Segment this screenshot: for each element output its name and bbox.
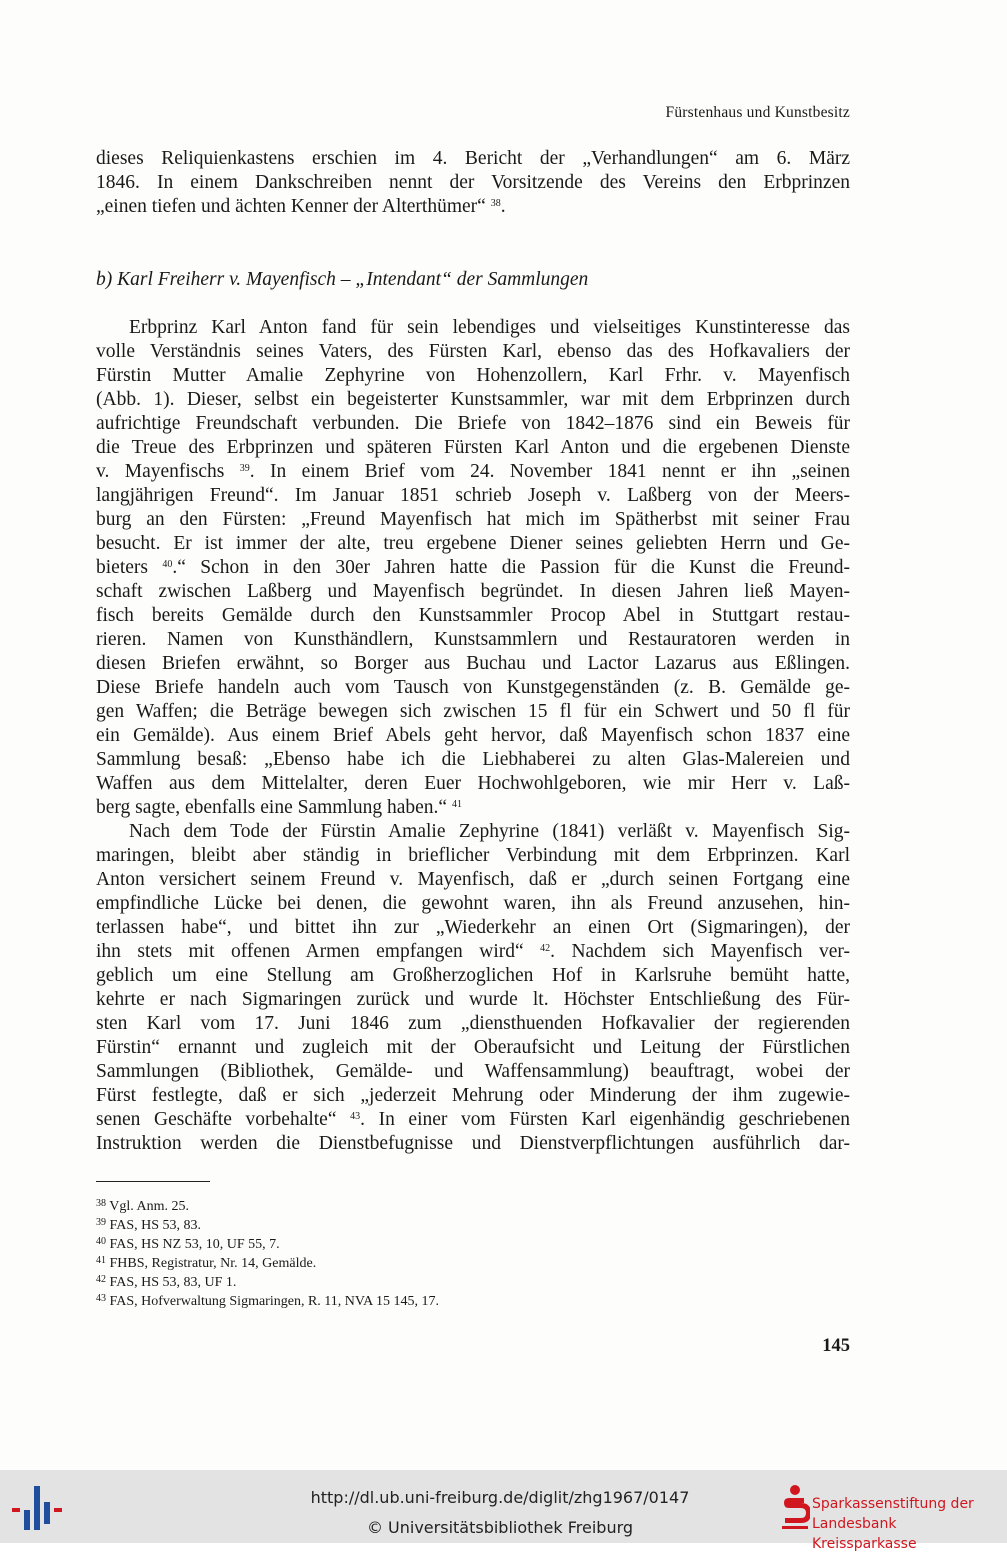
- text-line: Fürst festlegte, daß er sich „jederzeit Mehrung oder Minderung der ihm zugewie-: [96, 1085, 850, 1106]
- footnote-ref[interactable]: 41: [451, 799, 462, 810]
- viewer-footer: [0, 1470, 1007, 1552]
- text-line: (Abb. 1). Dieser, selbst ein begeisterter Kunstsammler, war mit dem Erbprinzen durch: [96, 389, 850, 410]
- section-heading: b) Karl Freiherr v. Mayenfisch – „Intendant“ der Sammlungen: [96, 269, 589, 290]
- text-line: maringen, bleibt aber ständig in brieflicher Verbindung mit dem Erbprinzen. Karl: [96, 845, 850, 866]
- text-line: ein Gemälde). Aus einem Brief Abels geht hervor, daß Mayenfisch schon 1837 eine: [96, 725, 850, 746]
- text-line: schaft zwischen Laßberg und Mayenfisch begründet. In diesen Jahren ließ Mayen-: [96, 581, 850, 602]
- footnote: $^{42}$ FAS, HS 53, 83, UF 1.: [96, 1274, 237, 1290]
- text-line: fisch bereits Gemälde durch den Kunstsammler Procop Abel in Stuttgart restau-: [96, 605, 850, 626]
- text-line: Erbprinz Karl Anton fand für sein lebendiges und vielseitiges Kunstinteresse das: [129, 317, 850, 338]
- text-line: aufrichtige Freundschaft verbunden. Die Briefe von 1842–1876 sind ein Beweis für: [96, 413, 850, 434]
- sponsor-line: Landesbank Kreissparkasse: [812, 1516, 917, 1552]
- text-line: „einen tiefen und ächten Kenner der Alterthümer“ $^{38}$.: [96, 196, 506, 217]
- text-line: Diese Briefe handeln auch vom Tausch von Kunstgegenständen (z. B. Gemälde ge-: [96, 677, 850, 698]
- footnote-divider: [96, 1181, 210, 1182]
- footnote-ref[interactable]: 43: [350, 1111, 361, 1122]
- text-line: Instruktion werden die Dienstbefugnisse und Dienstverpflichtungen ausführlich dar-: [96, 1133, 850, 1154]
- footnote: $^{40}$ FAS, HS NZ 53, 10, UF 55, 7.: [96, 1236, 280, 1252]
- text-line: kehrte er nach Sigmaringen zurück und wurde lt. Höchster Entschließung des Für-: [96, 989, 850, 1010]
- text-line: 1846. In einem Dankschreiben nennt der Vorsitzende des Vereins den Erbprinzen: [96, 172, 850, 193]
- sponsor-line: Sparkassenstiftung der: [812, 1496, 974, 1512]
- text-line: dieses Reliquienkastens erschien im 4. Bericht der „Verhandlungen“ am 6. März: [96, 148, 850, 169]
- text-line: v. Mayenfischs $^{39}$. In einem Brief vom 24. November 1841 nennt er ihn „seinen: [96, 461, 850, 482]
- text-line: geblich um eine Stellung am Großherzoglichen Hof in Karlsruhe bemüht hatte,: [96, 965, 850, 986]
- ub-freiburg-logo-icon[interactable]: [10, 1484, 66, 1532]
- footnote-ref[interactable]: 40: [162, 559, 173, 570]
- text-line: Fürstin“ ernannt und zugleich mit der Oberaufsicht und Leitung der Fürstlichen: [96, 1037, 850, 1058]
- footnote-ref[interactable]: 42: [540, 943, 551, 954]
- text-line: terlassen habe“, und bittet ihn zur „Wiederkehr an einen Ort (Sigmaringen), der: [96, 917, 850, 938]
- running-head: Fürstenhaus und Kunstbesitz: [665, 104, 850, 121]
- text-line: diesen Briefen erwähnt, so Borger aus Buchau und Lactor Lazarus aus Eßlingen.: [96, 653, 850, 674]
- text-line: die Treue des Erbprinzen und späteren Fürsten Karl Anton und die ergebenen Dienste: [96, 437, 850, 458]
- text-line: Fürstin Mutter Amalie Zephyrine von Hohenzollern, Karl Frhr. v. Mayenfisch: [96, 365, 850, 386]
- text-line: berg sagte, ebenfalls eine Sammlung haben.“ $^{41}$: [96, 797, 462, 818]
- page-number: 145: [822, 1336, 850, 1356]
- paragraph-1: [96, 316, 850, 1156]
- footnote: $^{41}$ FHBS, Registratur, Nr. 14, Gemälde.: [96, 1255, 317, 1271]
- text-line: langjährigen Freund“. Im Januar 1851 schrieb Joseph v. Laßberg von der Meers-: [96, 485, 850, 506]
- text-line: besucht. Er ist immer der alte, treu ergebene Diener seines geliebten Herrn und Ge-: [96, 533, 850, 554]
- footnote: $^{43}$ FAS, Hofverwaltung Sigmaringen, R. 11, NVA 15 145, 17.: [96, 1293, 440, 1309]
- footnote-ref[interactable]: 39: [239, 463, 250, 474]
- sparkasse-logo-icon[interactable]: [780, 1484, 810, 1530]
- text-line: Sammlung besaß: „Ebenso habe ich die Liebhaberei zu alten Glas-Malereien und: [96, 749, 850, 770]
- text-line: empfindliche Lücke bei denen, die gewohnt waren, ihn als Freund anzusehen, hin-: [96, 893, 850, 914]
- footnote: $^{38}$ Vgl. Anm. 25.: [96, 1198, 189, 1214]
- text-line: sten Karl vom 17. Juni 1846 zum „diensthuenden Hofkavalier der regierenden: [96, 1013, 850, 1034]
- text-line: gen Waffen; die Beträge bewegen sich zwischen 15 fl für ein Schwert und 50 fl für: [96, 701, 850, 722]
- text-line: Nach dem Tode der Fürstin Amalie Zephyrine (1841) verläßt v. Mayenfisch Sig-: [129, 821, 850, 842]
- copyright-notice: © Universitätsbibliothek Freiburg: [366, 1518, 634, 1537]
- text-line: burg an den Fürsten: „Freund Mayenfisch hat mich im Spätherbst mit seiner Frau: [96, 509, 850, 530]
- permalink-url[interactable]: http://dl.ub.uni-freiburg.de/diglit/zhg1967/0147: [310, 1488, 690, 1507]
- text-line: volle Verständnis seines Vaters, des Fürsten Karl, ebenso das des Hofkavaliers der: [96, 341, 850, 362]
- text-line: Sammlungen (Bibliothek, Gemälde- und Waffensammlung) beauftragt, wobei der: [96, 1061, 850, 1082]
- text-line: Waffen aus dem Mittelalter, deren Euer Hochwohlgeboren, wie mir Herr v. Laß-: [96, 773, 850, 794]
- sponsor-text: [812, 1494, 1002, 1554]
- text-line: bieters $^{40}$.“ Schon in den 30er Jahren hatte die Passion für die Kunst die Freund-: [96, 557, 851, 578]
- text-line: ihn stets mit offenen Armen empfangen wird“ $^{42}$. Nachdem sich Mayenfisch ver-: [96, 941, 851, 962]
- intro-paragraph: [96, 147, 850, 219]
- footnote: $^{39}$ FAS, HS 53, 83.: [96, 1217, 202, 1233]
- text-line: rieren. Namen von Kunsthändlern, Kunstsammlern und Restauratoren werden in: [96, 629, 850, 650]
- footnote-ref[interactable]: 38: [490, 198, 501, 209]
- footnotes: [96, 1197, 696, 1311]
- text-line: Anton versichert seinem Freund v. Mayenfisch, daß er „durch seinen Fortgang eine: [96, 869, 850, 890]
- text-line: senen Geschäfte vorbehalte“ $^{43}$. In einer vom Fürsten Karl eigenhändig geschriebenen: [96, 1109, 851, 1130]
